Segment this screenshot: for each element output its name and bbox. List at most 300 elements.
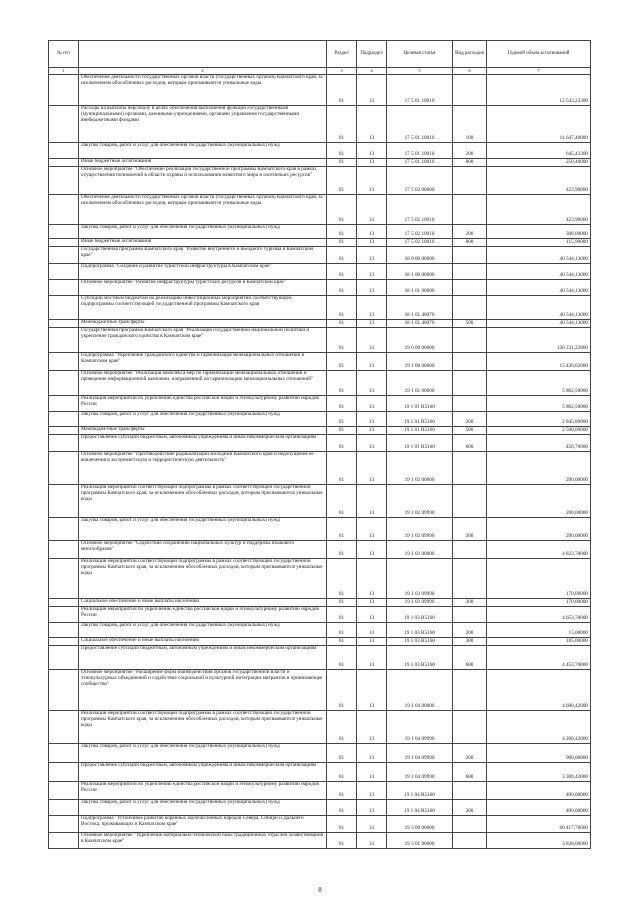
row-amount: 4 600,42000 xyxy=(487,670,591,711)
row-amount: 400,00000 xyxy=(487,800,591,816)
row-number xyxy=(49,167,79,195)
row-section: 01 xyxy=(327,167,357,195)
table-row xyxy=(49,435,591,452)
column-number: 1 xyxy=(49,68,79,75)
header-num: № п/п xyxy=(49,41,79,68)
row-number xyxy=(49,427,79,435)
row-name: Иные бюджетные ассигнования xyxy=(79,239,327,247)
row-target-article: 18 1 01 40070 xyxy=(387,320,453,328)
row-target-article: 19 1 01 R5160 xyxy=(387,435,453,452)
row-number xyxy=(49,320,79,328)
row-amount: 40 544,13000 xyxy=(487,247,591,264)
row-number xyxy=(49,485,79,518)
row-target-article: 19 1 00 00000 xyxy=(387,353,453,371)
row-subsection: 13 xyxy=(357,816,387,833)
row-target-article: 19 3 00 00000 xyxy=(387,816,453,833)
row-amount: 900,00000 xyxy=(487,744,591,763)
row-amount: 5 802,50000 xyxy=(487,371,591,396)
table-row xyxy=(49,485,591,518)
row-section: 01 xyxy=(327,763,357,782)
row-amount: 40 544,13000 xyxy=(487,320,591,328)
row-expense-type: 200 xyxy=(453,744,487,763)
row-section: 01 xyxy=(327,559,357,599)
row-expense-type xyxy=(453,607,487,623)
row-target-article: 19 1 02 09990 xyxy=(387,485,453,518)
row-number xyxy=(49,328,79,353)
table-row xyxy=(49,646,591,670)
row-name: Реализация мероприятий соответствующей подпрограммы в рамках соответствующей государственной программы Камчатского края, за исключением обособленных расходов, которым присваиваются уникальные коды xyxy=(79,711,327,744)
row-amount: 2 845,80000 xyxy=(487,412,591,427)
row-amount: 40 544,13000 xyxy=(487,264,591,280)
row-subsection: 13 xyxy=(357,280,387,296)
row-subsection: 13 xyxy=(357,159,387,167)
table-row xyxy=(49,353,591,371)
row-number xyxy=(49,75,79,106)
row-name: Иные бюджетные ассигнования xyxy=(79,159,327,167)
row-expense-type xyxy=(453,452,487,485)
row-expense-type: 200 xyxy=(453,623,487,638)
row-section: 01 xyxy=(327,75,357,106)
row-amount: 11 647,40000 xyxy=(487,106,591,143)
row-amount: 200,00000 xyxy=(487,485,591,518)
row-number xyxy=(49,518,79,541)
row-amount: 2 500,00000 xyxy=(487,427,591,435)
row-expense-type xyxy=(453,371,487,396)
row-number xyxy=(49,296,79,320)
row-subsection: 13 xyxy=(357,452,387,485)
row-target-article: 19 1 04 R5160 xyxy=(387,782,453,800)
row-expense-type: 600 xyxy=(453,435,487,452)
column-number: 6 xyxy=(453,68,487,75)
row-section: 01 xyxy=(327,143,357,159)
row-number xyxy=(49,833,79,849)
row-amount: 5 802,50000 xyxy=(487,396,591,412)
table-row xyxy=(49,75,591,106)
row-section: 01 xyxy=(327,435,357,452)
row-subsection: 13 xyxy=(357,435,387,452)
row-amount: 170,00000 xyxy=(487,599,591,607)
row-target-article: 19 1 04 09990 xyxy=(387,711,453,744)
header-name xyxy=(79,41,327,68)
row-name: Реализация мероприятий соответствующей подпрограммы в рамках соответствующей государственной программы Камчатского края, за исключением обособленных расходов, которым присваиваются уникальные коды xyxy=(79,485,327,518)
row-section: 01 xyxy=(327,412,357,427)
row-section: 01 xyxy=(327,670,357,711)
row-target-article: 17 5 02 10010 xyxy=(387,239,453,247)
row-expense-type xyxy=(453,541,487,559)
row-number xyxy=(49,646,79,670)
row-subsection: 13 xyxy=(357,296,387,320)
row-subsection: 13 xyxy=(357,106,387,143)
row-subsection: 13 xyxy=(357,485,387,518)
row-number xyxy=(49,412,79,427)
row-section: 01 xyxy=(327,239,357,247)
row-subsection: 13 xyxy=(357,264,387,280)
table-row xyxy=(49,518,591,541)
row-expense-type xyxy=(453,559,487,599)
row-section: 01 xyxy=(327,106,357,143)
row-target-article: 18 1 00 00000 xyxy=(387,264,453,280)
row-name: Закупка товаров, работ и услуг для обеспечения государственных (муниципальных) нужд xyxy=(79,412,327,427)
row-amount: 423,90000 xyxy=(487,195,591,225)
row-name: Межбюджетные трансферты xyxy=(79,427,327,435)
table-row xyxy=(49,396,591,412)
row-amount: 456,70000 xyxy=(487,435,591,452)
row-name: Социальное обеспечение и иные выплаты населению xyxy=(79,599,327,607)
row-amount: 60 417,70000 xyxy=(487,816,591,833)
row-section: 01 xyxy=(327,320,357,328)
row-target-article: 17 5 02 10010 xyxy=(387,225,453,239)
row-subsection: 13 xyxy=(357,599,387,607)
header-subsection: Подраздел xyxy=(357,41,387,68)
row-section: 01 xyxy=(327,225,357,239)
row-number xyxy=(49,239,79,247)
row-target-article: 19 1 03 09990 xyxy=(387,559,453,599)
row-name: Основное мероприятие "Укрепление материально-технической базы традиционных отраслей хозяйствования в Камчатском крае" xyxy=(79,833,327,849)
row-subsection: 13 xyxy=(357,225,387,239)
row-name: Подпрограмма "Укрепление гражданского единства и гармонизация межнациональных отношений в Камчатском крае" xyxy=(79,353,327,371)
row-amount: 15,00000 xyxy=(487,623,591,638)
row-number xyxy=(49,452,79,485)
table-row xyxy=(49,195,591,225)
row-name: Основное мероприятие "Расширение форм взаимодействия органов государственной власти и этнокультурных объединений и содействие социальной и культурной интеграции мигрантов в принимающее сообщество" xyxy=(79,670,327,711)
row-expense-type: 100 xyxy=(453,106,487,143)
row-amount: 185,00000 xyxy=(487,638,591,646)
row-section: 01 xyxy=(327,599,357,607)
row-number xyxy=(49,247,79,264)
table-row xyxy=(49,412,591,427)
row-target-article: 19 1 01 R5160 xyxy=(387,396,453,412)
row-number xyxy=(49,623,79,638)
row-target-article: 19 1 02 00000 xyxy=(387,452,453,485)
row-expense-type: 200 xyxy=(453,518,487,541)
header-section: Раздел xyxy=(327,41,357,68)
row-amount: 4 453,70000 xyxy=(487,646,591,670)
row-subsection: 13 xyxy=(357,396,387,412)
row-expense-type xyxy=(453,353,487,371)
row-expense-type: 300 xyxy=(453,638,487,646)
table-row xyxy=(49,328,591,353)
row-section: 01 xyxy=(327,264,357,280)
row-amount: 200,00000 xyxy=(487,452,591,485)
row-amount: 645,43300 xyxy=(487,143,591,159)
row-name: Закупка товаров, работ и услуг для обеспечения государственных (муниципальных) нужд xyxy=(79,143,327,159)
row-section: 01 xyxy=(327,782,357,800)
row-amount: 4 653,70000 xyxy=(487,607,591,623)
row-amount: 250,40000 xyxy=(487,159,591,167)
row-expense-type: 500 xyxy=(453,320,487,328)
row-name: Межбюджетные трансферты xyxy=(79,320,327,328)
row-subsection: 13 xyxy=(357,328,387,353)
row-target-article: 19 3 01 00000 xyxy=(387,833,453,849)
row-number xyxy=(49,264,79,280)
row-expense-type: 200 xyxy=(453,143,487,159)
row-name: Основное мероприятие "Реализация комплекса мер по гармонизации межнациональных отношений и проведение информационной кампании, направленной на гармонизацию межнациональных отношений" xyxy=(79,371,327,396)
row-name: Субсидии местным бюджетам на реализацию инвестиционных мероприятий соответствующей подпрограммы соответствующей государственной программы Камчатского края xyxy=(79,296,327,320)
row-expense-type: 800 xyxy=(453,159,487,167)
row-target-article: 19 1 04 R5160 xyxy=(387,800,453,816)
row-subsection: 13 xyxy=(357,833,387,849)
row-amount: 3 838,00000 xyxy=(487,833,591,849)
row-target-article: 17 5 02 10010 xyxy=(387,195,453,225)
row-name: Основное мероприятие "Обеспечение реализации государственной программы Камчатского края в рамках осуществления полномочий в области охраны и использования животного мира и охотничьих ресурсов" xyxy=(79,167,327,195)
budget-table xyxy=(48,40,591,849)
row-section: 01 xyxy=(327,396,357,412)
row-target-article: 19 1 03 R5160 xyxy=(387,623,453,638)
row-number xyxy=(49,744,79,763)
row-target-article: 19 1 01 R5160 xyxy=(387,412,453,427)
row-section: 01 xyxy=(327,296,357,320)
table-row xyxy=(49,264,591,280)
row-target-article: 17 5 01 10010 xyxy=(387,106,453,143)
row-amount: 130 231,22800 xyxy=(487,328,591,353)
row-name: Реализация мероприятий по укреплению единства российской нации и этнокультурному развитию народов России xyxy=(79,607,327,623)
row-subsection: 13 xyxy=(357,427,387,435)
row-section: 01 xyxy=(327,353,357,371)
row-number xyxy=(49,371,79,396)
row-subsection: 13 xyxy=(357,518,387,541)
row-subsection: 13 xyxy=(357,646,387,670)
row-section: 01 xyxy=(327,623,357,638)
row-section: 01 xyxy=(327,711,357,744)
row-section: 01 xyxy=(327,833,357,849)
row-subsection: 13 xyxy=(357,195,387,225)
row-name: Реализация мероприятий по укреплению единства российской нации и этнокультурному развитию народов России xyxy=(79,396,327,412)
table-row xyxy=(49,816,591,833)
row-amount: 3 300,42000 xyxy=(487,763,591,782)
row-amount: 40 544,13000 xyxy=(487,280,591,296)
row-subsection: 13 xyxy=(357,541,387,559)
row-subsection: 13 xyxy=(357,559,387,599)
row-target-article: 19 1 03 00000 xyxy=(387,541,453,559)
row-name: Закупка товаров, работ и услуг для обеспечения государственных (муниципальных) нужд xyxy=(79,225,327,239)
row-amount: 115,90000 xyxy=(487,239,591,247)
row-name: Закупка товаров, работ и услуг для обеспечения государственных (муниципальных) нужд xyxy=(79,623,327,638)
table-row xyxy=(49,670,591,711)
table-row xyxy=(49,541,591,559)
row-expense-type xyxy=(453,328,487,353)
row-amount: 170,00000 xyxy=(487,559,591,599)
row-amount: 4 823,70000 xyxy=(487,541,591,559)
row-amount: 12 543,23300 xyxy=(487,75,591,106)
row-section: 01 xyxy=(327,371,357,396)
table-header-row xyxy=(49,41,591,68)
row-target-article: 19 1 01 R5160 xyxy=(387,427,453,435)
row-subsection: 13 xyxy=(357,638,387,646)
table-body xyxy=(49,75,591,849)
row-name: Предоставление субсидий бюджетным, автономным учреждениям и иным некоммерческим организациям xyxy=(79,435,327,452)
row-expense-type xyxy=(453,247,487,264)
row-target-article: 19 1 04 09990 xyxy=(387,744,453,763)
row-amount: 15 436,62000 xyxy=(487,353,591,371)
row-name: Обеспечение деятельности государственных органов власти (государственных органов) Камчатского края, за исключением обособленных расходов, которым присваиваются уникальные коды xyxy=(79,195,327,225)
table-row xyxy=(49,607,591,623)
row-subsection: 13 xyxy=(357,412,387,427)
row-subsection: 13 xyxy=(357,371,387,396)
row-name: Социальное обеспечение и иные выплаты населению xyxy=(79,638,327,646)
row-target-article: 19 1 02 09990 xyxy=(387,518,453,541)
row-subsection: 13 xyxy=(357,167,387,195)
column-number: 4 xyxy=(357,68,387,75)
row-number xyxy=(49,800,79,816)
row-target-article: 19 1 04 09990 xyxy=(387,763,453,782)
row-number xyxy=(49,435,79,452)
row-target-article: 19 1 03 R5160 xyxy=(387,646,453,670)
row-number xyxy=(49,143,79,159)
row-subsection: 13 xyxy=(357,670,387,711)
row-subsection: 13 xyxy=(357,353,387,371)
row-target-article: 17 5 01 10010 xyxy=(387,75,453,106)
row-subsection: 13 xyxy=(357,782,387,800)
row-expense-type: 600 xyxy=(453,646,487,670)
row-name: Государственная программа Камчатского края "Реализация государственной национальной политики и укрепление гражданского единства в Камчатском крае" xyxy=(79,328,327,353)
row-section: 01 xyxy=(327,485,357,518)
row-name: Закупка товаров, работ и услуг для обеспечения государственных (муниципальных) нужд xyxy=(79,800,327,816)
row-name: Закупка товаров, работ и услуг для обеспечения государственных (муниципальных) нужд xyxy=(79,518,327,541)
row-name: Реализация мероприятий по укреплению единства российской нации и этнокультурному развитию народов России xyxy=(79,782,327,800)
row-number xyxy=(49,396,79,412)
header-amount: Годовой объем ассигнований xyxy=(487,41,591,68)
row-target-article: 19 1 04 00000 xyxy=(387,670,453,711)
row-target-article: 17 5 02 00000 xyxy=(387,167,453,195)
row-subsection: 13 xyxy=(357,744,387,763)
row-subsection: 13 xyxy=(357,607,387,623)
row-section: 01 xyxy=(327,159,357,167)
row-subsection: 13 xyxy=(357,75,387,106)
table-row xyxy=(49,280,591,296)
row-number xyxy=(49,816,79,833)
row-name: Основное мероприятие "Развитие инфраструктуры туристских ресурсов в Камчатском крае" xyxy=(79,280,327,296)
row-expense-type: 200 xyxy=(453,412,487,427)
row-subsection: 13 xyxy=(357,623,387,638)
table-row xyxy=(49,623,591,638)
row-amount: 40 544,13000 xyxy=(487,296,591,320)
table-row xyxy=(49,782,591,800)
row-expense-type: 500 xyxy=(453,427,487,435)
row-amount: 4 200,42000 xyxy=(487,711,591,744)
row-expense-type xyxy=(453,816,487,833)
row-number xyxy=(49,607,79,623)
row-section: 01 xyxy=(327,452,357,485)
table-row xyxy=(49,247,591,264)
row-amount: 200,00000 xyxy=(487,518,591,541)
row-target-article: 19 1 01 00000 xyxy=(387,371,453,396)
row-number xyxy=(49,638,79,646)
row-number xyxy=(49,225,79,239)
table-row xyxy=(49,800,591,816)
row-subsection: 13 xyxy=(357,800,387,816)
column-number: 5 xyxy=(387,68,453,75)
row-number xyxy=(49,711,79,744)
row-expense-type: 800 xyxy=(453,239,487,247)
row-target-article: 19 0 00 00000 xyxy=(387,328,453,353)
table-row xyxy=(49,225,591,239)
row-name: Закупка товаров, работ и услуг для обеспечения государственных (муниципальных) нужд xyxy=(79,744,327,763)
row-section: 01 xyxy=(327,518,357,541)
row-number xyxy=(49,599,79,607)
row-expense-type xyxy=(453,833,487,849)
header-expense-type: Вид расходов xyxy=(453,41,487,68)
row-expense-type: 300 xyxy=(453,599,487,607)
row-section: 01 xyxy=(327,646,357,670)
row-expense-type xyxy=(453,396,487,412)
row-expense-type: 200 xyxy=(453,225,487,239)
row-name: Предоставление субсидий бюджетным, автономным учреждениям и иным некоммерческим организациям xyxy=(79,646,327,670)
row-target-article: 18 1 01 00000 xyxy=(387,280,453,296)
row-section: 01 xyxy=(327,607,357,623)
row-expense-type: 600 xyxy=(453,763,487,782)
row-amount: 400,00000 xyxy=(487,782,591,800)
row-name: Основное мероприятие "Противодействие радикализации молодежи Камчатского края и недопущение ее вовлечения в экстремистскую и террористическую деятельность" xyxy=(79,452,327,485)
row-target-article: 19 1 03 R5160 xyxy=(387,638,453,646)
row-section: 01 xyxy=(327,800,357,816)
row-amount: 308,00000 xyxy=(487,225,591,239)
row-number xyxy=(49,559,79,599)
table-row xyxy=(49,833,591,849)
row-target-article: 18 1 01 40070 xyxy=(387,296,453,320)
row-amount: 423,90000 xyxy=(487,167,591,195)
table-row xyxy=(49,452,591,485)
row-section: 01 xyxy=(327,638,357,646)
row-section: 01 xyxy=(327,744,357,763)
row-target-article: 17 5 01 10010 xyxy=(387,143,453,159)
row-subsection: 13 xyxy=(357,320,387,328)
table-row xyxy=(49,296,591,320)
row-expense-type xyxy=(453,264,487,280)
table-row xyxy=(49,744,591,763)
row-target-article: 18 0 00 00000 xyxy=(387,247,453,264)
row-expense-type xyxy=(453,195,487,225)
row-section: 01 xyxy=(327,280,357,296)
row-name: Подпрограмма "Устойчивое развитие коренных малочисленных народов Севера, Сибири и Дальнего Востока, проживающих в Камчатском крае" xyxy=(79,816,327,833)
table-row xyxy=(49,106,591,143)
page-number: 8 xyxy=(318,886,322,894)
row-expense-type xyxy=(453,280,487,296)
row-section: 01 xyxy=(327,427,357,435)
row-number xyxy=(49,159,79,167)
row-expense-type xyxy=(453,670,487,711)
row-subsection: 13 xyxy=(357,239,387,247)
row-number xyxy=(49,541,79,559)
row-target-article: 19 1 03 09990 xyxy=(387,599,453,607)
row-subsection: 13 xyxy=(357,763,387,782)
row-subsection: 13 xyxy=(357,143,387,159)
row-expense-type xyxy=(453,485,487,518)
row-name: Реализация мероприятий соответствующей подпрограммы в рамках соответствующей государственной программы Камчатского края, за исключением обособленных расходов, которым присваиваются уникальные коды xyxy=(79,559,327,599)
row-section: 01 xyxy=(327,195,357,225)
row-section: 01 xyxy=(327,247,357,264)
row-section: 01 xyxy=(327,541,357,559)
row-name: Подпрограмма "Создание и развитие туристской инфраструктуры в Камчатском крае" xyxy=(79,264,327,280)
row-number xyxy=(49,353,79,371)
row-number xyxy=(49,763,79,782)
row-target-article: 19 1 03 R5160 xyxy=(387,607,453,623)
row-name: Предоставление субсидий бюджетным, автономным учреждениям и иным некоммерческим организациям xyxy=(79,763,327,782)
row-number xyxy=(49,280,79,296)
row-number xyxy=(49,106,79,143)
row-subsection: 13 xyxy=(357,711,387,744)
row-number xyxy=(49,670,79,711)
row-number xyxy=(49,782,79,800)
table-row xyxy=(49,559,591,599)
column-number: 7 xyxy=(487,68,591,75)
table-row xyxy=(49,143,591,159)
row-number xyxy=(49,195,79,225)
row-name: Расходы на выплаты персоналу в целях обеспечения выполнения функций государственными (муниципальными) органами, казенными учреждениями, органами управления государственными внебюджетными фондами xyxy=(79,106,327,143)
row-expense-type xyxy=(453,296,487,320)
table-row xyxy=(49,167,591,195)
column-number: 3 xyxy=(327,68,357,75)
row-name: Государственная программа Камчатского края "Развитие внутреннего и въездного туризма в Камчатском крае" xyxy=(79,247,327,264)
